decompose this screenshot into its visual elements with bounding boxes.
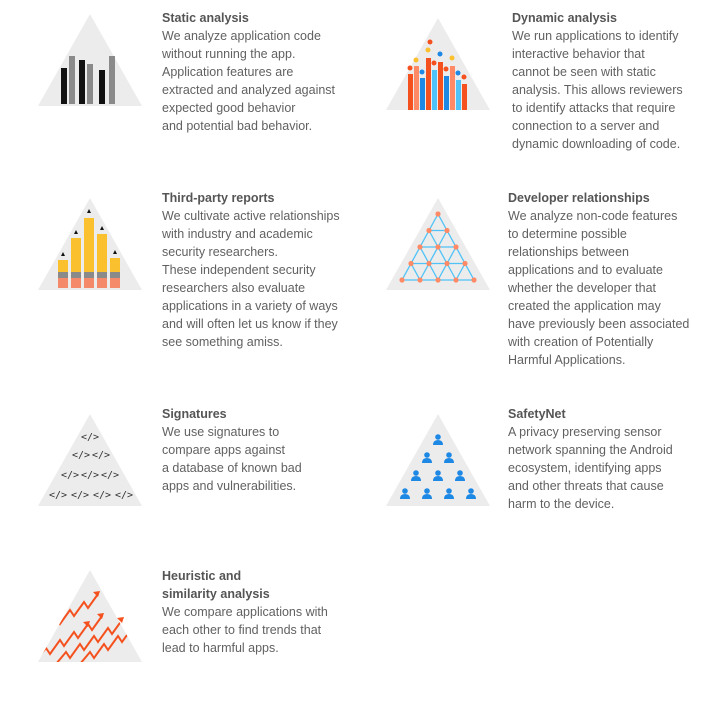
people-pyramid-icon (384, 412, 492, 508)
card-description: A privacy preserving sensor network spanning the Android ecosystem, identifying apps and other threats that cause harm to the device. (508, 425, 673, 511)
code-tag-glyph: </> (91, 450, 111, 461)
card-title: SafetyNet (508, 407, 566, 421)
card-title: Developer relationships (508, 191, 650, 205)
code-tag-glyph: </> (92, 490, 112, 501)
card-title: Heuristic and similarity analysis (162, 569, 270, 601)
card-title: Signatures (162, 407, 227, 421)
code-tag-glyph: </> (80, 470, 100, 481)
bar-chart-icon (36, 196, 144, 292)
code-tag-glyph: </> (114, 490, 134, 501)
code-tag-glyph: </> (100, 470, 120, 481)
card-title: Static analysis (162, 11, 249, 25)
zigzag-arrows-icon (36, 568, 144, 664)
card-title: Third-party reports (162, 191, 275, 205)
code-tags-icon (36, 412, 144, 508)
barcode-bars-icon (36, 12, 144, 108)
card-description: We run applications to identify interactive behavior that cannot be seen with static analysis. This allows reviewers to identify attacks that require connection to a server and dynamic downloading of code. (512, 29, 683, 151)
code-tag-glyph: </> (70, 490, 90, 501)
card-description: We compare applications with each other to find trends that lead to harmful apps. (162, 605, 328, 655)
card-title: Dynamic analysis (512, 11, 617, 25)
card-description: We cultivate active relationships with industry and academic security researchers. These independent security researchers also evaluate applications in a variety of ways and will often let us know if they see something amiss. (162, 209, 340, 349)
card-description: We use signatures to compare apps against a database of known bad apps and vulnerabilities. (162, 425, 302, 493)
card-description: We analyze application code without running the app. Application features are extracted and analyzed against expected good behavior and potential bad behavior. (162, 29, 336, 133)
card-description: We analyze non-code features to determine possible relationships between applications and to evaluate whether the developer that created the application may have previously been associated with creation of Potentially Harmful Applications. (508, 209, 690, 367)
code-tag-glyph: </> (60, 470, 80, 481)
dynamic-columns-icon (384, 16, 492, 112)
code-tag-glyph: </> (80, 432, 100, 443)
network-mesh-icon (384, 196, 492, 292)
code-tag-glyph: </> (48, 490, 68, 501)
code-tag-glyph: </> (71, 450, 91, 461)
